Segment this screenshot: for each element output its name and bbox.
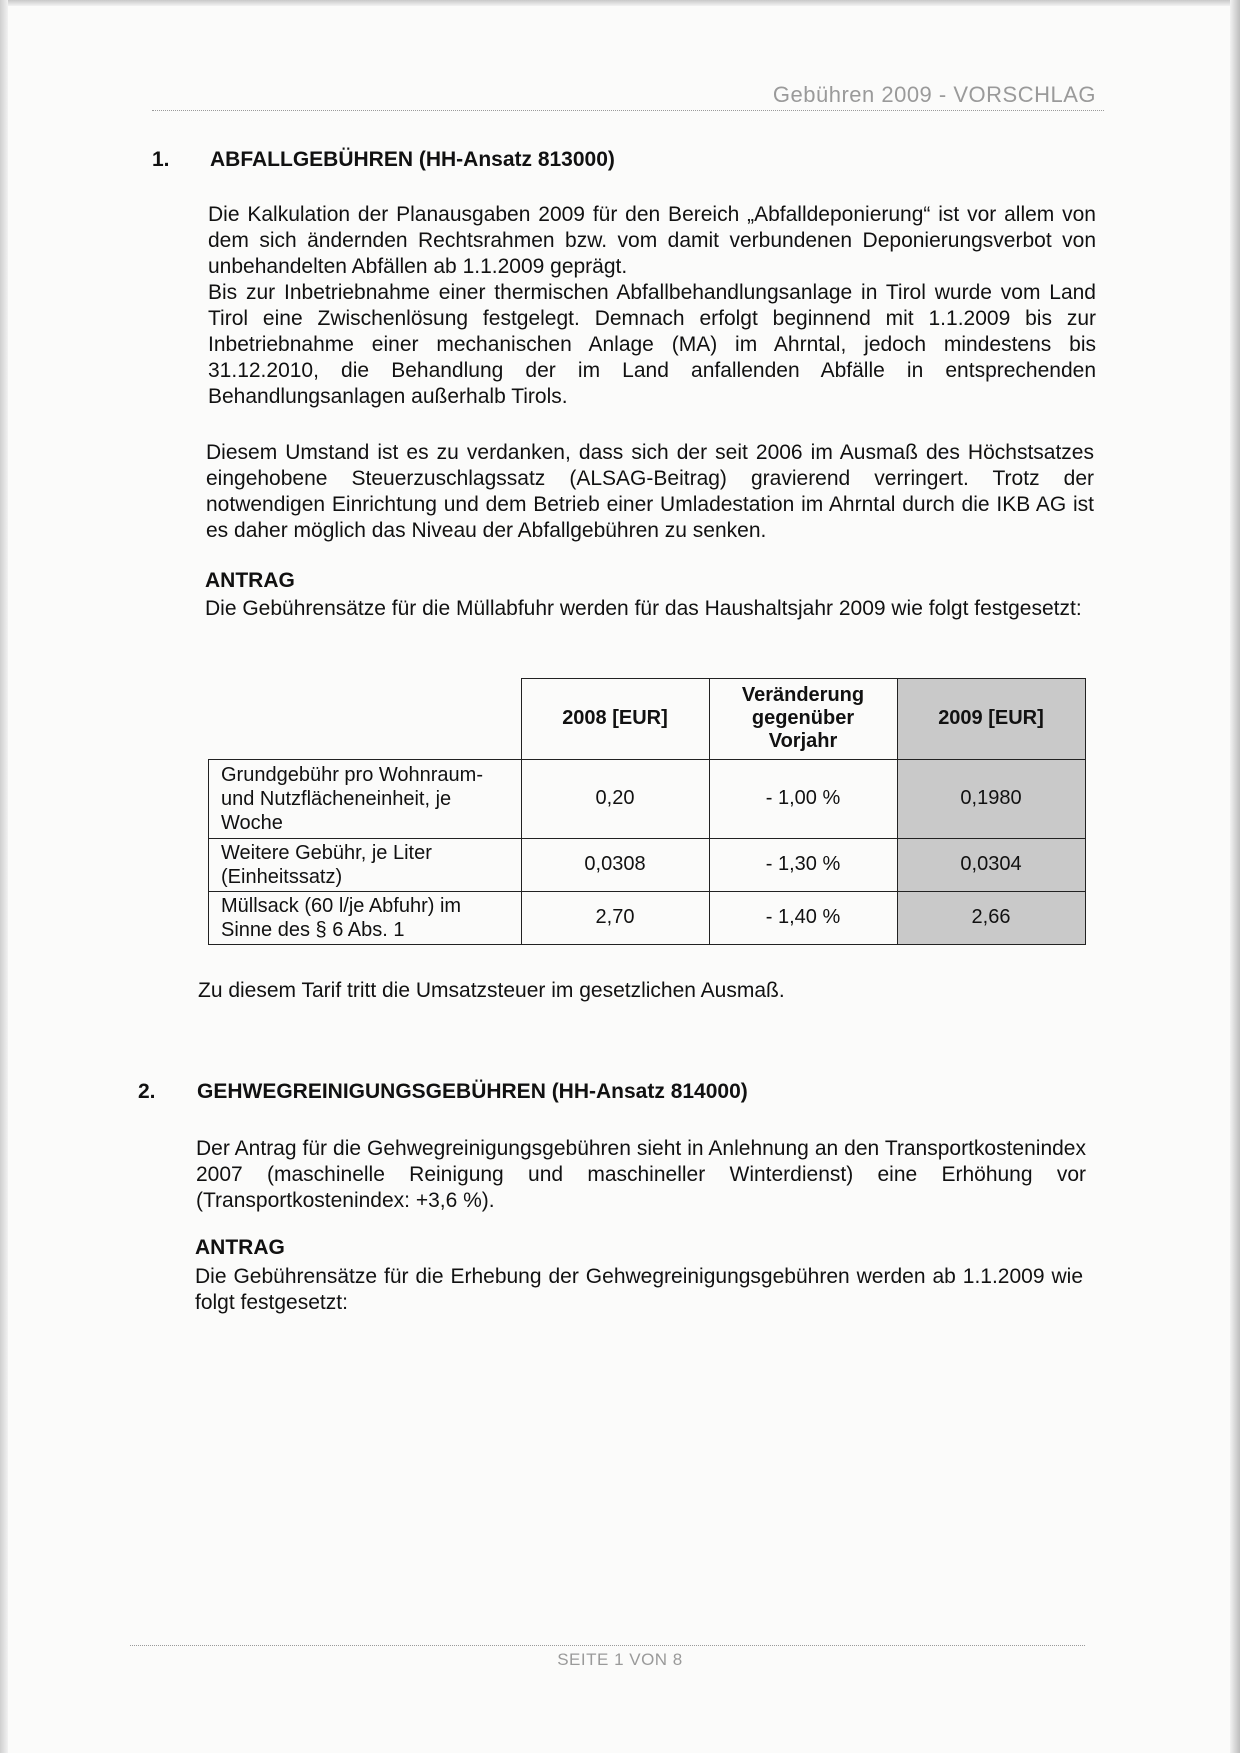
section-1-number: 1. (152, 148, 170, 171)
section-1-antrag-heading: ANTRAG (205, 569, 295, 592)
fee-table (208, 678, 1086, 945)
table-header-change: Veränderung gegenüber Vorjahr (709, 679, 897, 760)
scan-edge-top (0, 0, 1240, 6)
row-value-2008: 0,20 (521, 759, 709, 838)
section-1-antrag-text: Die Gebührensätze für die Müllabfuhr werden für das Haushaltsjahr 2009 wie folgt festgesetzt: (205, 597, 1082, 620)
section-2-paragraph-1: Der Antrag für die Gehwegreinigungsgebühren sieht in Anlehnung an den Transportkostenindex 2007 (maschinelle Reinigung und maschineller Winterdienst) eine Erhöhung vor (Transportkostenindex: +3,6 %). (196, 1137, 1086, 1212)
row-label: Weitere Gebühr, je Liter (Einheitssatz) (209, 838, 522, 891)
scan-edge-right (1230, 0, 1240, 1753)
page-number: SEITE 1 VON 8 (557, 1650, 683, 1669)
row-value-2009: 2,66 (897, 891, 1085, 944)
row-value-2009: 0,1980 (897, 759, 1085, 838)
header-divider (152, 110, 1104, 111)
table-header-2008: 2008 [EUR] (521, 679, 709, 760)
section-1-paragraph-1: Die Kalkulation der Planausgaben 2009 für den Bereich „Abfalldeponierung“ ist vor allem von dem sich ändernden Rechtsrahmen bzw. vom damit verbundenen Deponierungsverbot von unbehandelten Abfällen ab 1.1.2009 geprägt. (208, 203, 1096, 278)
table-header-2009: 2009 [EUR] (897, 679, 1085, 760)
table-row (209, 838, 1086, 891)
page-header: Gebühren 2009 - VORSCHLAG (772, 82, 1096, 107)
row-label: Müllsack (60 l/je Abfuhr) im Sinne des § 6 Abs. 1 (209, 891, 522, 944)
section-2-antrag-text: Die Gebührensätze für die Erhebung der Gehwegreinigungsgebühren werden ab 1.1.2009 wie folgt festgesetzt: (195, 1265, 1083, 1314)
table-row (209, 891, 1086, 944)
scan-edge-left (0, 0, 8, 1753)
section-1-paragraph-2: Bis zur Inbetriebnahme einer thermischen Abfallbehandlungsanlage in Tirol wurde vom Land Tirol eine Zwischenlösung festgelegt. Demnach erfolgt beginnend mit 1.1.2009 bis zur Inbetriebnahme einer mechanischen Anlage (MA) im Ahrntal, jedoch mindestens bis 31.12.2010, die Behandlung der im Land anfallenden Abfälle in entsprechenden Behandlungsanlagen außerhalb Tirols. (208, 281, 1096, 408)
footer-divider (130, 1645, 1085, 1646)
row-value-2009: 0,0304 (897, 838, 1085, 891)
section-1-paragraph-3: Diesem Umstand ist es zu verdanken, dass sich der seit 2006 im Ausmaß des Höchstsatzes eingehobene Steuerzuschlagssatz (ALSAG-Beitrag) gravierend verringert. Trotz der notwendigen Einrichtung und dem Betrieb einer Umladestation im Ahrntal durch die IKB AG ist es daher möglich das Niveau der Abfallgebühren zu senken. (206, 441, 1094, 542)
section-1-title: ABFALLGEBÜHREN (HH-Ansatz 813000) (210, 148, 615, 171)
row-change: - 1,40 % (709, 891, 897, 944)
row-value-2008: 0,0308 (521, 838, 709, 891)
section-2-antrag-heading: ANTRAG (195, 1236, 285, 1259)
section-2-title: GEHWEGREINIGUNGSGEBÜHREN (HH-Ansatz 814000) (197, 1080, 748, 1103)
table-header-empty (209, 679, 522, 760)
row-change: - 1,30 % (709, 838, 897, 891)
row-label: Grundgebühr pro Wohnraum- und Nutzflächeneinheit, je Woche (209, 759, 522, 838)
section-2-number: 2. (138, 1080, 156, 1103)
tax-note: Zu diesem Tarif tritt die Umsatzsteuer im gesetzlichen Ausmaß. (198, 979, 785, 1002)
row-change: - 1,00 % (709, 759, 897, 838)
table-header-row (209, 679, 1086, 760)
table-row (209, 759, 1086, 838)
row-value-2008: 2,70 (521, 891, 709, 944)
